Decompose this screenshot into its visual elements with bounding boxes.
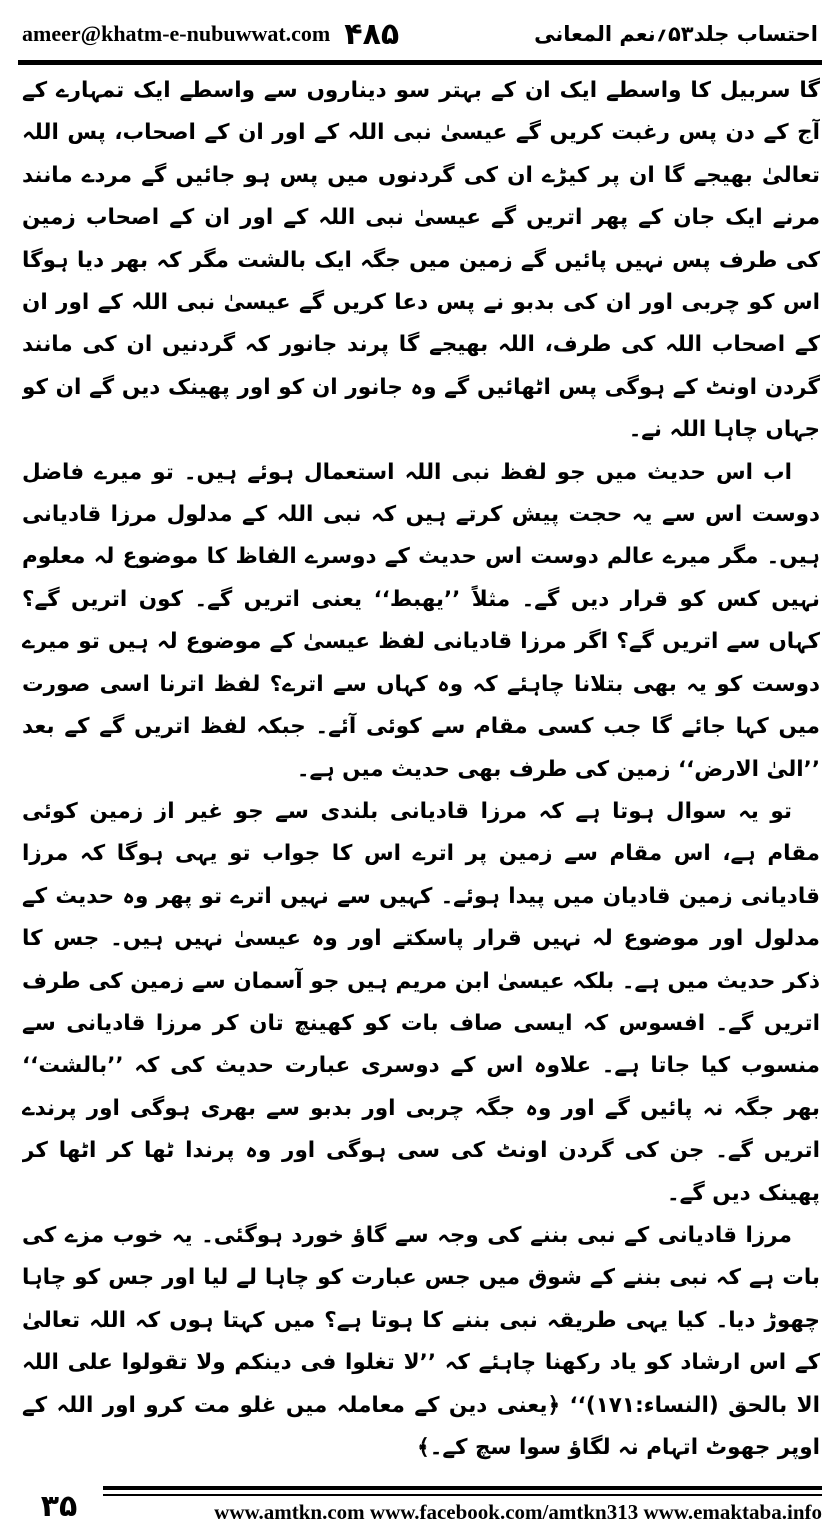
paragraph-4 [22, 1215, 820, 1469]
paragraph-3-text-c: ‘‘ بھر جگہ نہ پائیں گے اور وہ جگہ چربی اور بدبو سے بھری ہوگی اور پرندے اتریں گے۔ جن کی گردن اونٹ کی سی ہوگی اور وہ پرندا ٹھا کر اٹھا کر پھینک دیں گے۔ [22, 1053, 820, 1206]
paragraph-1-text: گا سربیل کا واسطے ایک ان کے بہتر سو دیناروں سے واسطے ایک تمہارے کے آج کے دن پس رغبت کریں گے عیسیٰ نبی اللہ کے اور ان کے اصحاب، پس اللہ تعالیٰ بھیجے گا ان پر کیڑے ان کی گردنوں میں پس ہو جائیں گے مردے مانند مرنے ایک جان کے پھر اتریں گے عیسیٰ نبی اللہ کے اور ان کے اصحاب زمین کی طرف پس نہیں پائیں گے زمین میں جگہ ایک بالشت مگر کہ بھر دیا ہوگا اس کو چربی اور ان کی بدبو نے پس دعا کریں گے عیسیٰ نبی اللہ کے اور ان کے اصحاب اللہ کی طرف، اللہ بھیجے گا پرند جانور کہ گردنیں ان کی مانند گردن اونٹ کے ہوگی پس اٹھائیں گے وہ جانور ان کو اور پھینک دیں گے ان کو جہاں چاہا اللہ نے۔ [22, 78, 820, 443]
paragraph-1 [22, 70, 820, 452]
header-page-number: ۴۸۵ [344, 16, 400, 52]
header-book-title: احتساب جلد۵۳؍نعم المعانی [534, 22, 818, 46]
footer-rule-thin [103, 1494, 822, 1496]
header-email: ameer@khatm-e-nubuwwat.com [22, 21, 331, 46]
header-left [22, 17, 399, 52]
page-footer [18, 1484, 822, 1532]
paragraph-2 [22, 452, 820, 791]
page-body [22, 70, 820, 1470]
footer-links: www.amtkn.com www.facebook.com/amtkn313 www.emaktaba.info [214, 1500, 822, 1524]
arabic-term-ilal-ard: الیٰ الارض [694, 756, 804, 782]
paragraph-2-text-e: ‘‘ زمین کی طرف بھی حدیث میں ہے۔ [296, 756, 695, 782]
paragraph-3-text-a: تو یہ سوال ہوتا ہے کہ مرزا قادیانی بلندی سے جو غیر از زمین کوئی مقام ہے، اس مقام سے زمین پر اترے اس کا جواب تو یہی ہوگا کہ مرزا قادیانی زمین قادیان میں پیدا ہوئے۔ کہیں سے نہیں اترے تو پھر وہ حدیث کے مدلول اور موضوع لہ نہیں قرار پاسکتے اور وہ عیسیٰ نہیں ہیں۔ جس کا ذکر حدیث میں ہے۔ بلکہ عیسیٰ ابن مریم ہیں جو آسمان سے زمین کی طرف اتریں گے۔ افسوس کہ ایسی صاف بات کو کھینچ تان کر مرزا قادیانی سے منسوب کیا جاتا ہے۔ علاوہ اس کے دوسری عبارت حدیث کی کہ ’’ [22, 798, 820, 1079]
quran-verse: لا تغلوا فی دینکم ولا تقولوا علی اللہ الا بالحق [22, 1350, 820, 1418]
verse-reference: (النساء:۱۷۱) [585, 1392, 729, 1418]
paragraph-2-text-a: اب اس حدیث میں جو لفظ نبی اللہ استعمال ہوئے ہیں۔ تو میرے فاضل دوست اس سے یہ حجت پیش کرتے ہیں کہ نبی اللہ کے مدلول مرزا قادیانی ہیں۔ مگر میرے عالم دوست اس حدیث کے دوسرے الفاظ کا موضوع لہ معلوم نہیں کس کو قرار دیں گے۔ مثلاً ’’ [22, 459, 820, 612]
paragraph-4-text-a: مرزا قادیانی کے نبی بننے کی وجہ سے گاؤ خورد ہوگئی۔ یہ خوب مزے کی بات ہے کہ نبی بننے کے شوق میں جس عبارت کو چاہا لے لیا اور جس کو چاہا چھوڑ دیا۔ کیا یہی طریقہ نبی بننے کا ہوتا ہے؟ میں کہتا ہوں کہ اللہ تعالیٰ کے اس ارشاد کو یاد رکھنا چاہئے کہ ’’ [22, 1222, 820, 1376]
page-header [22, 14, 818, 54]
header-rule [18, 60, 822, 65]
paragraph-4-text-d: ‘‘ ﴿یعنی دین کے معاملہ میں غلو مت کرو اور اللہ کے اوپر جھوٹ اتہام نہ لگاؤ سوا سچ کے۔﴾ [22, 1392, 820, 1460]
footer-rule-thick [103, 1486, 822, 1490]
footer-page-number: ۳۵ [40, 1488, 78, 1524]
arabic-term-balisht: بالشت [38, 1053, 108, 1079]
arabic-term-yahbit: یھبط [389, 586, 444, 612]
paragraph-3 [22, 791, 820, 1215]
paragraph-2-text-c: ‘‘ یعنی اتریں گے۔ کون اتریں گے؟ کہاں سے اتریں گے؟ اگر مرزا قادیانی لفظ عیسیٰ کے موضوع لہ ہیں تو میرے دوست کو یہ بھی بتلانا چاہئے کہ وہ کہاں سے اترے؟ لفظ اترنا اسی صورت میں کہا جائے گا جب کسی مقام سے کوئی آئے۔ جبکہ لفظ اتریں گے کے بعد ’’ [22, 586, 820, 782]
